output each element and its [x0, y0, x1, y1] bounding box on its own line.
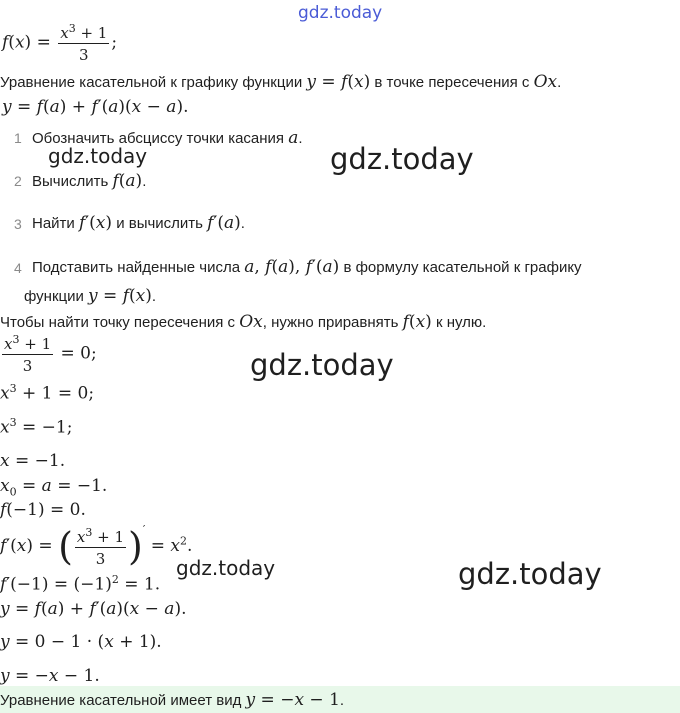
- watermark-top: gdz.today: [298, 3, 383, 23]
- tangent-formula: y = f(a) + f′(a)(x − a).: [2, 97, 189, 117]
- derivative-value: $f'(-1) = (-1)^2 = 1$.: [0, 573, 161, 595]
- equation-step-1: $\frac{x^3 + 1}{3}$ = 0;: [4, 333, 97, 375]
- step-4-continuation: функции y = f(x).: [24, 286, 157, 306]
- watermark-4: gdz.today: [176, 556, 276, 580]
- step-number-3: 3: [14, 216, 22, 232]
- watermark-5: gdz.today: [458, 557, 602, 591]
- equation-step-4: x = −1.: [0, 451, 66, 471]
- tangent-formula-repeat: y = f(a) + f′(a)(x − a).: [0, 599, 187, 619]
- function-definition: f(x) = $\frac{x^3 + 1}{3}$ ;: [2, 22, 118, 64]
- step-2: Вычислить f(a).: [32, 171, 147, 191]
- find-intersection-text: Чтобы найти точку пересечения с Ox, нужно приравнять f(x) к нулю.: [0, 312, 487, 332]
- step-3: Найти f′(x) и вычислить f′(a).: [32, 213, 245, 233]
- step-number-2: 2: [14, 173, 22, 189]
- equation-step-2: $x^3 + 1 = 0$;: [0, 382, 95, 404]
- intro-heading: Уравнение касательной к графику функции y = f(x) в точке пересечения с Ox.: [0, 72, 562, 92]
- equation-step-5: $x_0 = a = -1$.: [0, 476, 108, 499]
- equation-step-6: f(−1) = 0.: [0, 500, 86, 520]
- watermark-2: gdz.today: [330, 142, 474, 176]
- step-4: Подставить найденные числа a, f(a), f′(a) в формулу касательной к графику: [32, 257, 582, 277]
- watermark-3: gdz.today: [250, 348, 394, 382]
- step-number-4: 4: [14, 260, 22, 276]
- equation-step-3: $x^3 = -1$;: [0, 416, 73, 438]
- derivative-equation: f′(x) = ( $\frac{x^3 + 1}{3}$ )$' = x^2$.: [0, 523, 193, 569]
- tangent-substitution: y = 0 − 1 · (x + 1).: [0, 632, 162, 652]
- step-1: Обозначить абсциссу точки касания a.: [32, 128, 303, 148]
- answer-text: Уравнение касательной имеет вид y = −x − 1.: [0, 690, 345, 710]
- tangent-result: y = −x − 1.: [0, 666, 100, 686]
- watermark-1: gdz.today: [48, 144, 148, 168]
- step-number-1: 1: [14, 130, 22, 146]
